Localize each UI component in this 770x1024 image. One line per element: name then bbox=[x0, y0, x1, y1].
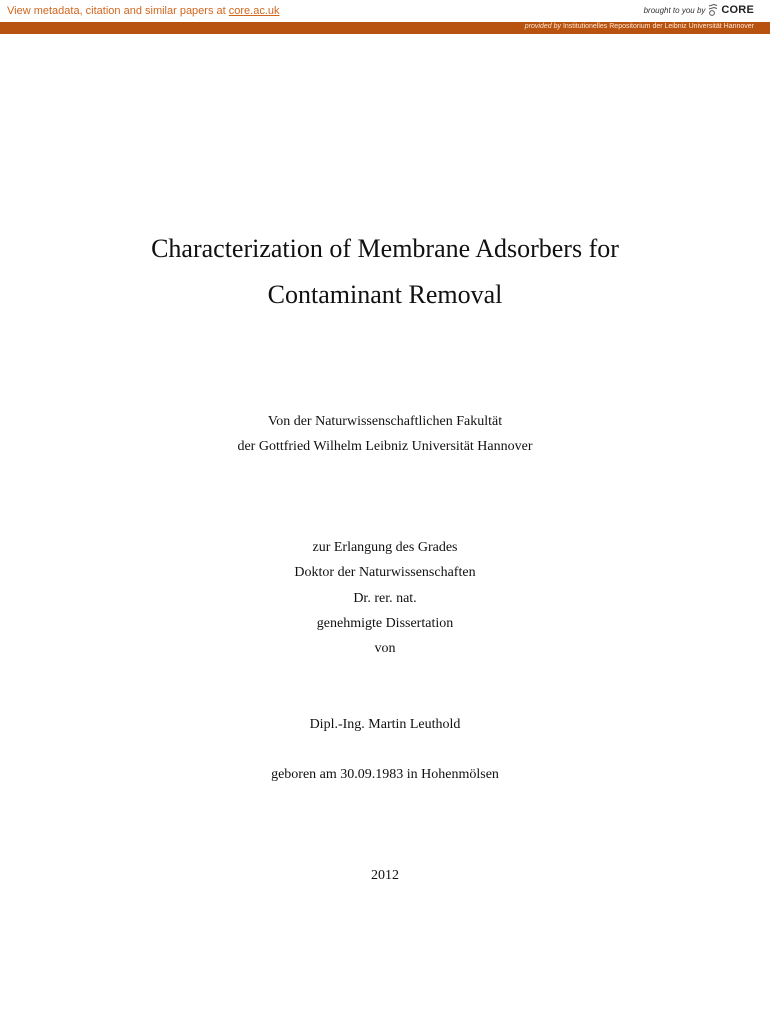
degree-line-4: genehmigte Dissertation bbox=[316, 616, 454, 631]
publication-year: 2012 bbox=[371, 868, 399, 883]
core-provided-prefix: provided by bbox=[524, 23, 561, 30]
author-name: Dipl.-Ing. Martin Leuthold bbox=[309, 717, 461, 732]
thesis-title-line-2: Contaminant Removal bbox=[267, 280, 503, 309]
core-metadata-label: View metadata, citation and similar papers at bbox=[7, 5, 229, 17]
author-birth: geboren am 30.09.1983 in Hohenmölsen bbox=[271, 767, 499, 782]
core-logo-text: CORE bbox=[721, 4, 754, 16]
degree-line-2: Doktor der Naturwissenschaften bbox=[294, 565, 476, 580]
core-provided-source: Institutionelles Repositorium der Leibniz Universität Hannover bbox=[562, 23, 754, 30]
degree-line-1: zur Erlangung des Grades bbox=[312, 540, 458, 555]
thesis-title-line-1: Characterization of Membrane Adsorbers for bbox=[151, 234, 619, 263]
degree-line-5: von bbox=[374, 641, 396, 656]
faculty-line-2: der Gottfried Wilhelm Leibniz Universität Hannover bbox=[237, 439, 533, 454]
degree-line-3: Dr. rer. nat. bbox=[353, 591, 417, 606]
faculty-line-1: Von der Naturwissenschaftlichen Fakultät bbox=[267, 414, 503, 429]
core-brought-label: brought to you by bbox=[643, 5, 706, 15]
core-ac-uk-link[interactable]: core.ac.uk bbox=[228, 5, 280, 17]
